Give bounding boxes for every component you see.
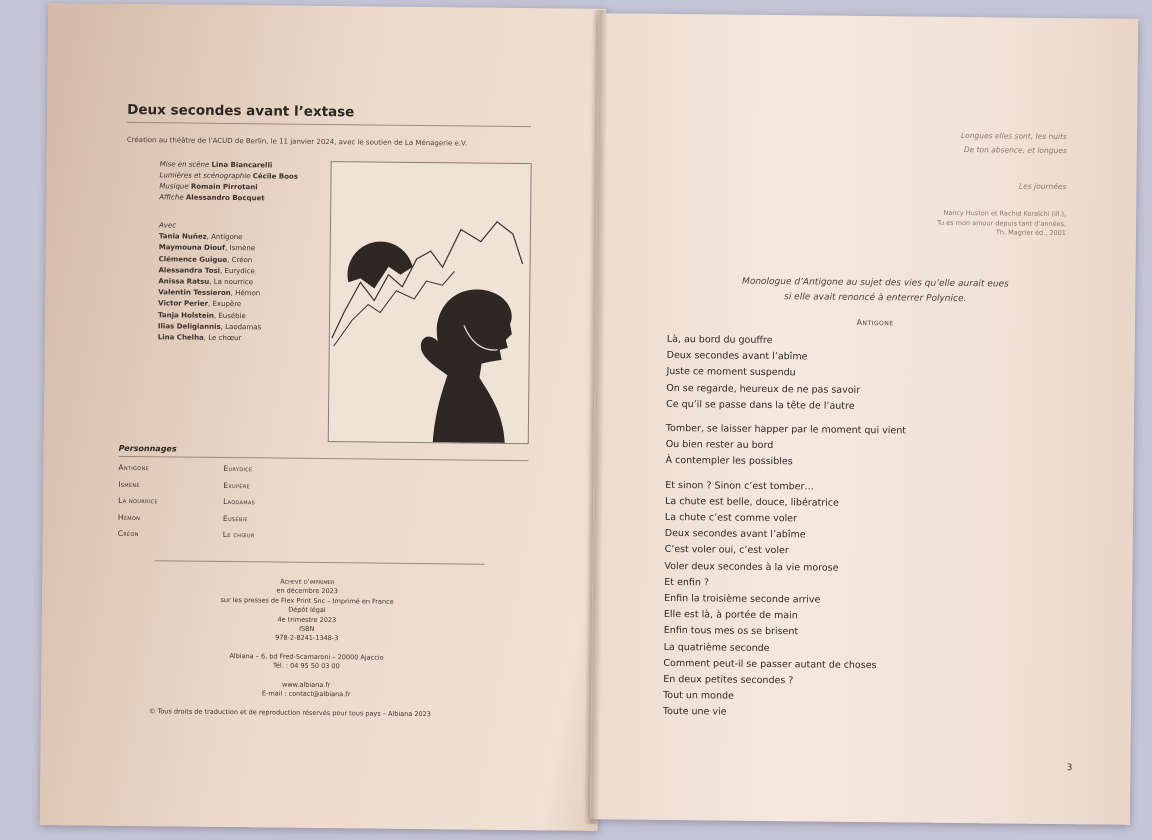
monologue-intro: Monologue d’Antigone au sujet des vies qu’elle aurait eues si elle avait renoncé à enterrer Polynice. <box>742 276 1009 305</box>
verse-line: Et enfin ? <box>664 576 710 589</box>
cast-line: Alessandra Tosi, Eurydice <box>158 266 255 276</box>
cast-line: Lina Chelha, Le chœur <box>157 333 242 343</box>
cast-line: Valentin Tessieron, Hémon <box>158 288 261 298</box>
cast-line: Anissa Ratsu, La nourrice <box>158 277 254 287</box>
verse-line: La chute est belle, douce, libératrice <box>665 495 839 509</box>
verse-line: Deux secondes avant l’abîme <box>664 528 806 541</box>
right-page <box>590 13 1138 825</box>
left-page <box>40 3 607 831</box>
verse-line: À contempler les possibles <box>665 455 793 468</box>
personnages-rule <box>119 456 529 461</box>
verse-line: Elle est là, à portée de main <box>663 609 798 622</box>
verse-line: Juste ce moment suspendu <box>666 366 796 379</box>
speaker-name: Antigone <box>856 317 894 328</box>
verse-line: Comment peut-il se passer autant de choses <box>663 657 877 672</box>
character-name: Hémon <box>117 512 141 522</box>
play-title: Deux secondes avant l’extase <box>127 101 355 121</box>
verse-line: On se regarde, heureux de ne pas savoir <box>666 382 861 396</box>
creation-note: Création au théâtre de l’ACUD de Berlin, le 11 janvier 2024, avec le soutien de La Ménagerie e.V. <box>126 135 468 148</box>
verse-line: La quatrième seconde <box>663 641 770 654</box>
verse-line: Ou bien rester au bord <box>665 439 774 452</box>
verse-line: Tout un monde <box>663 690 734 702</box>
credit-line: Mise en scène Lina Biancarelli <box>159 160 273 170</box>
dark-sun-icon <box>347 241 412 289</box>
colophon: Achevé d’imprimer en décembre 2023 sur les presses de Flex Print Snc – Imprimé en France Dépôt légal 4e trimestre 2023 ISBN 978-2-8241-1348-3 Albiana – 6, bd Fred-Scamaroni – 20000 Ajaccio Tél. : 04 95 50 03 00 www.albiana.fr E-mail : contact@albiana.fr <box>220 577 394 699</box>
epigraph-citation: Nancy Huston et Rachid Koraïchi (ill.), Tu es mon amour depuis tant d’années, Th. Magrier éd., 2001 <box>936 208 1067 238</box>
verse-line: Deux secondes avant l’abîme <box>666 350 808 363</box>
verse-line: Toute une vie <box>662 706 727 719</box>
verse-line: Là, au bord du gouffre <box>666 333 773 347</box>
mountain-line-icon <box>334 270 455 347</box>
character-name: Laodamas <box>223 497 256 507</box>
character-name: Ismène <box>118 479 140 489</box>
verse-line: La chute c’est comme voler <box>664 511 798 525</box>
epigraph: Longues elles sont, les nuits De ton absence, et longues <box>960 131 1068 156</box>
verse-line: Enfin la troisième seconde arrive <box>664 592 821 606</box>
woman-profile-illustration <box>329 162 531 443</box>
credits-block <box>159 159 298 204</box>
credit-line: Musique Romain Pirrotani <box>159 182 258 192</box>
cast-line: Tanja Holstein, Eusébie <box>158 310 246 320</box>
verse-line: En deux petites secondes ? <box>663 673 794 687</box>
personnages-column-2 <box>223 461 256 544</box>
verse-line: Tomber, se laisser happer par le moment qui vient <box>665 422 907 437</box>
cast-heading: Avec <box>158 221 177 230</box>
character-name: Créon <box>117 529 139 539</box>
character-name: La nourrice <box>118 496 158 506</box>
character-name: Exupère <box>223 480 251 490</box>
colophon-rule <box>154 560 484 564</box>
page-number: 3 <box>1066 763 1073 774</box>
character-name: Eusébie <box>222 513 248 523</box>
cast-line: Tania Nuñez, Antigone <box>158 232 243 242</box>
character-name: Antigone <box>118 462 150 473</box>
personnages-heading: Personnages <box>118 443 177 454</box>
verse-line: Voler deux secondes à la vie morose <box>664 560 839 574</box>
epigraph-source-title: Les journées <box>1018 181 1067 192</box>
rights-notice: © Tous droits de traduction et de reproduction réservés pour tous pays – Albiana 2023 <box>148 707 431 719</box>
verse-line: Et sinon ? Sinon c’est tomber… <box>665 479 815 493</box>
credit-line: Affiche Alessandro Bocquet <box>159 193 265 203</box>
character-name: Le chœur <box>222 530 255 540</box>
monologue-text <box>663 332 907 723</box>
cast-line: Ilias Deligiannis, Laodamas <box>157 322 262 332</box>
personnages-column-1 <box>118 460 159 543</box>
cast-line: Maymouna Diouf, Ismène <box>158 243 256 253</box>
credit-line: Lumières et scénographie Cécile Boos <box>159 171 298 181</box>
character-name: Eurydice <box>223 463 253 474</box>
cast-line: Victor Perier, Exupère <box>158 299 242 309</box>
verse-line: Ce qu’il se passe dans la tête de l’autre <box>666 398 855 412</box>
woman-silhouette-icon <box>420 289 513 443</box>
verse-line: C’est voler oui, c’est voler <box>664 544 789 557</box>
title-rule <box>127 122 531 127</box>
verse-line: Enfin tous mes os se brisent <box>663 625 799 638</box>
cast-line: Clémence Guigue, Créon <box>158 254 253 264</box>
poster-illustration <box>328 161 532 444</box>
cast-list <box>158 220 262 344</box>
